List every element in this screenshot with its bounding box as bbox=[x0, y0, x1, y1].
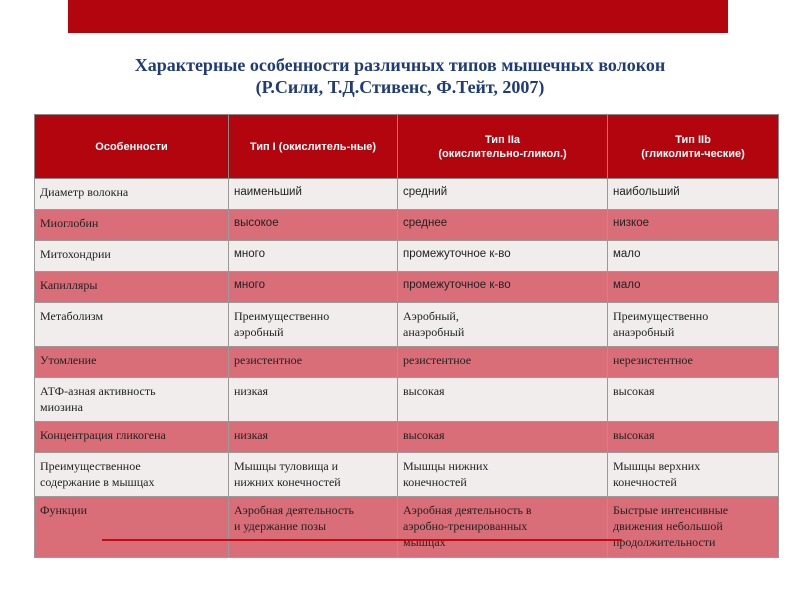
table-cell: низкая bbox=[229, 422, 398, 453]
row-label: Митохондрии bbox=[35, 241, 229, 272]
header-cell bbox=[608, 115, 779, 179]
table-row bbox=[35, 179, 779, 210]
table-row bbox=[35, 453, 779, 497]
table-row bbox=[35, 303, 779, 347]
row-label: Миоглобин bbox=[35, 210, 229, 241]
table-cell: низкое bbox=[608, 210, 779, 241]
table-row bbox=[35, 347, 779, 378]
table-cell: нерезистентное bbox=[608, 347, 779, 378]
table-cell: мало bbox=[608, 272, 779, 303]
table-cell: Преимущественно аэробный bbox=[229, 303, 398, 347]
slide-title bbox=[0, 54, 800, 98]
table-cell: среднее bbox=[398, 210, 608, 241]
header-text: Особенности bbox=[95, 140, 168, 153]
table-row bbox=[35, 272, 779, 303]
annotation-underline bbox=[102, 539, 622, 541]
title-line-2: (Р.Сили, Т.Д.Стивенс, Ф.Тейт, 2007) bbox=[255, 77, 545, 97]
table-cell: Аэробная деятельность и удержание позы bbox=[229, 497, 398, 558]
row-label: Преимущественное содержание в мышцах bbox=[35, 453, 229, 497]
table-cell: Аэробная деятельность в аэробно-тренированных мышцах bbox=[398, 497, 608, 558]
header-row bbox=[35, 115, 779, 179]
table-cell: Аэробный, анаэробный bbox=[398, 303, 608, 347]
row-label: Капилляры bbox=[35, 272, 229, 303]
table-cell: Мышцы туловища и нижних конечностей bbox=[229, 453, 398, 497]
header-text: Тип IIa (окислительно-гликол.) bbox=[438, 133, 567, 160]
muscle-fiber-table bbox=[34, 114, 779, 558]
table-row bbox=[35, 241, 779, 272]
table-cell: высокая bbox=[608, 378, 779, 422]
table-cell: наибольший bbox=[608, 179, 779, 210]
table-cell: Мышцы нижних конечностей bbox=[398, 453, 608, 497]
table-cell: низкая bbox=[229, 378, 398, 422]
table-cell: Преимущественно анаэробный bbox=[608, 303, 779, 347]
table-cell: высокая bbox=[608, 422, 779, 453]
table-cell: высокая bbox=[398, 378, 608, 422]
row-label: АТФ-азная активность миозина bbox=[35, 378, 229, 422]
table-cell: наименьший bbox=[229, 179, 398, 210]
header-text: Тип IIb (гликолити-ческие) bbox=[641, 133, 745, 160]
table-cell: средний bbox=[398, 179, 608, 210]
header-text: Тип I (окислитель-ные) bbox=[249, 140, 377, 153]
header-cell bbox=[229, 115, 398, 179]
row-label: Утомление bbox=[35, 347, 229, 378]
table-cell: высокая bbox=[398, 422, 608, 453]
table-cell: промежуточное к-во bbox=[398, 241, 608, 272]
title-line-1: Характерные особенности различных типов мышечных волокон bbox=[134, 55, 666, 75]
header-cell bbox=[398, 115, 608, 179]
table-cell: много bbox=[229, 241, 398, 272]
table-cell: резистентное bbox=[398, 347, 608, 378]
table-row bbox=[35, 497, 779, 558]
row-label: Метаболизм bbox=[35, 303, 229, 347]
table-row bbox=[35, 378, 779, 422]
table-cell: Мышцы верхних конечностей bbox=[608, 453, 779, 497]
table-cell: резистентное bbox=[229, 347, 398, 378]
header-cell bbox=[35, 115, 229, 179]
table-cell: много bbox=[229, 272, 398, 303]
table-cell: Быстрые интенсивные движения небольшой продолжительности bbox=[608, 497, 779, 558]
row-label: Диаметр волокна bbox=[35, 179, 229, 210]
table-cell: мало bbox=[608, 241, 779, 272]
table-cell: высокое bbox=[229, 210, 398, 241]
table-cell: промежуточное к-во bbox=[398, 272, 608, 303]
table-row bbox=[35, 210, 779, 241]
row-label: Функции bbox=[35, 497, 229, 558]
top-banner-bar bbox=[68, 0, 728, 33]
table-row bbox=[35, 422, 779, 453]
row-label: Концентрация гликогена bbox=[35, 422, 229, 453]
